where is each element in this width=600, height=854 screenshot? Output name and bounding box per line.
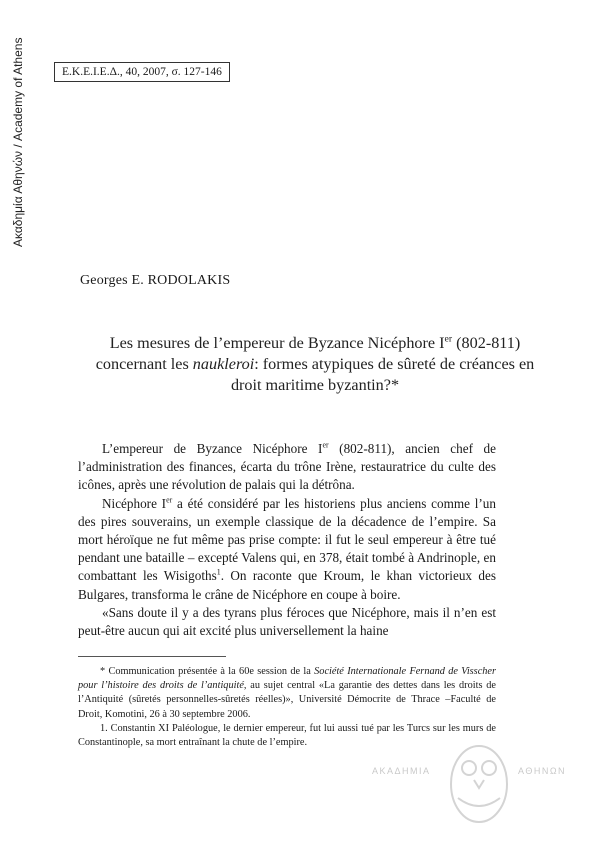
title-superscript: er — [444, 333, 453, 345]
paragraph-1 — [78, 440, 496, 495]
footnote-star-italic: Société Internationale Fernand de Visscher pour l’histoire des droits de l’antiquité — [78, 666, 496, 692]
journal-reference: Ε.Κ.Ε.Ι.Ε.Δ., 40, 2007, σ. 127-146 — [54, 62, 230, 82]
article-title — [80, 333, 550, 396]
paragraph-1-superscript: er — [322, 440, 329, 450]
article-body — [78, 440, 496, 640]
footnote-divider — [78, 656, 226, 657]
footnote-star-text-b: , au sujet central «La garantie des dettes dans les droits de l’Antiquité (sûretés personnelles-sûretés réelles)», Université Démocrite de Thrace –Faculté de Droit, Komotini, 26 à 30 septembre 2006. — [78, 680, 496, 720]
paragraph-1-text-b: (802-811), ancien chef de l’administration des finances, écarta du trône Irène, restauratrice du culte des icônes, après une révolution de palais qui la détrôna. — [78, 441, 496, 493]
paragraph-2 — [78, 495, 496, 604]
paragraph-3: «Sans doute il y a des tyrans plus féroces que Nicéphore, mais il n’en est peut-être aucun qui ait excité plus universellement la haine — [78, 604, 496, 639]
title-part-3: : formes atypiques de sûreté de créances en droit maritime byzantin?* — [230, 355, 535, 394]
academy-watermark — [372, 732, 582, 832]
paragraph-2-text-c: . On raconte que Kroum, le khan victorieux des Bulgares, transforma le crâne de Nicéphore en coupe à boire. — [78, 568, 496, 602]
paragraph-1-text-a: L’empereur de Byzance Nicéphore I — [102, 441, 323, 456]
title-italic: naukleroi — [192, 355, 255, 373]
footnote-star-text-a: * Communication présentée à la 60e session de la — [100, 666, 315, 677]
sidebar-watermark-text: Ακαδημία Αθηνών / Academy of Athens — [11, 37, 25, 247]
watermark-text-right: ΑΘΗΝΩΝ — [518, 766, 567, 776]
title-part-2: (802-811) concernant les — [95, 334, 521, 373]
paragraph-2-text-a: Nicéphore I — [102, 495, 167, 511]
paragraph-2-text-b: a été considéré par les historiens plus anciens comme l’un des pires souverains, un exemple classique de la décadence de l’empire. Sa mort héroïque ne fut même pas prise compte: il fut le seul empereur à être tué pendant une bataille – excepté Valens qui, en 378, était tombé à Andrinople, en combattant les Wisigoths — [78, 495, 496, 584]
footnote-marker-1: 1 — [216, 568, 221, 578]
owl-emblem-icon — [444, 732, 514, 828]
footnote-star — [78, 665, 496, 722]
footnote-1: 1. Constantin XI Paléologue, le dernier empereur, fut lui aussi tué par les Turcs sur les murs de Constantinople, sa mort entraînant la chute de l’empire. — [78, 722, 496, 749]
paragraph-2-superscript: er — [166, 495, 173, 505]
watermark-text-left: ΑΚΑΔΗΜΙΑ — [372, 766, 431, 776]
author-name: Georges E. RODOLAKIS — [80, 273, 231, 288]
title-part-1: Les mesures de l’empereur de Byzance Nicéphore I — [109, 334, 445, 352]
